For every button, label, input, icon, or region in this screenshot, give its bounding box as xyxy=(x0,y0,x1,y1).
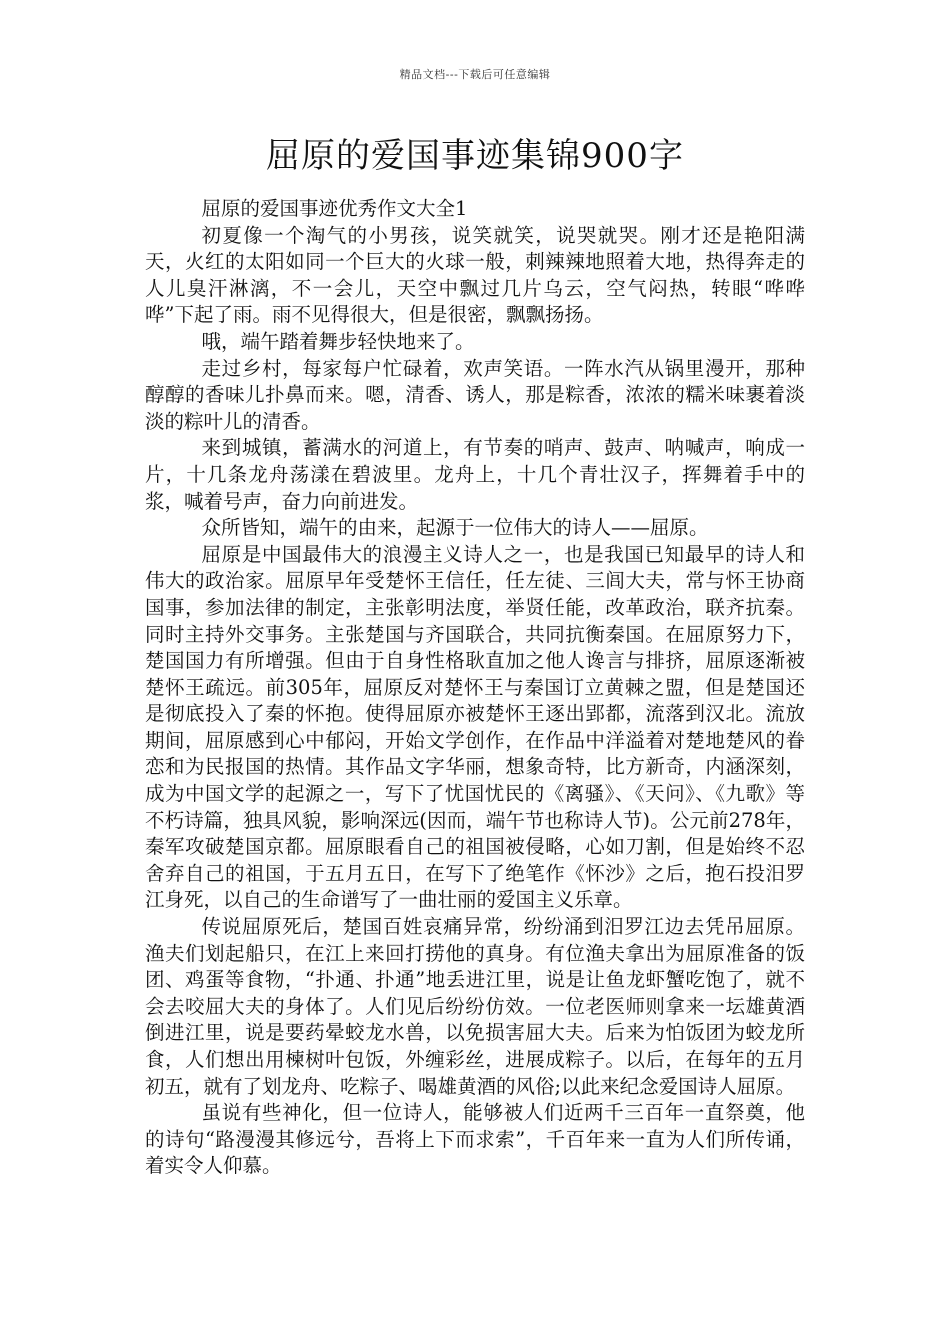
paragraph: 走过乡村，每家每户忙碌着，欢声笑语。一阵水汽从锅里漫开，那种醇醇的香味儿扑鼻而来。嗯，清香、诱人，那是粽香，浓浓的糯米味裹着淡淡的粽叶儿的清香。 xyxy=(145,356,805,433)
document-body xyxy=(145,196,805,1180)
document-title: 屈原的爱国事迹集锦900字 xyxy=(266,136,684,176)
paragraph: 来到城镇，蓄满水的河道上，有节奏的哨声、鼓声、呐喊声，响成一片，十几条龙舟荡漾在碧波里。龙舟上，十几个青壮汉子，挥舞着手中的浆，喊着号声，奋力向前进发。 xyxy=(145,436,805,513)
paragraph: 众所皆知，端午的由来，起源于一位伟大的诗人——屈原。 xyxy=(201,516,709,540)
paragraph: 屈原是中国最伟大的浪漫主义诗人之一，也是我国已知最早的诗人和伟大的政治家。屈原早年受楚怀王信任，任左徒、三闾大夫，常与怀王协商国事，参加法律的制定，主张彰明法度，举贤任能，改革政治，联齐抗秦。同时主持外交事务。主张楚国与齐国联合，共同抗衡秦国。在屈原努力下，楚国国力有所增强。但由于自身性格耿直加之他人谗言与排挤，屈原逐渐被楚怀王疏远。前305年，屈原反对楚怀王与秦国订立黄棘之盟，但是楚国还是彻底投入了秦的怀抱。使得屈原亦被楚怀王逐出郢都，流落到汉北。流放期间，屈原感到心中郁闷，开始文学创作，在作品中洋溢着对楚地楚风的眷恋和为民报国的热情。其作品文字华丽，想象奇特，比方新奇，内涵深刻，成为中国文学的起源之一，写下了忧国忧民的《离骚》、《天问》、《九歌》等不朽诗篇，独具风貌，影响深远(因而，端午节也称诗人节)。公元前278年，秦军攻破楚国京都。屈原眼看自己的祖国被侵略，心如刀割，但是始终不忍舍弃自己的祖国，于五月五日，在写下了绝笔作《怀沙》之后，抱石投汨罗江身死，以自己的生命谱写了一曲壮丽的爱国主义乐章。 xyxy=(145,542,805,912)
paragraph: 初夏像一个淘气的小男孩，说笑就笑，说哭就哭。刚才还是艳阳满天，火红的太阳如同一个巨大的火球一般，刺辣辣地照着大地，热得奔走的人儿臭汗淋漓，不一会儿，天空中飘过几片乌云，空气闷热，转眼“哗哗哗”下起了雨。雨不见得很大，但是很密，飘飘扬扬。 xyxy=(145,223,805,327)
paragraph: 哦，端午踏着舞步轻快地来了。 xyxy=(201,329,475,353)
subtitle-paragraph: 屈原的爱国事迹优秀作文大全1 xyxy=(201,197,468,220)
paragraph: 虽说有些神化，但一位诗人，能够被人们近两千三百年一直祭奠，他的诗句“路漫漫其修远兮，吾将上下而求索”，千百年来一直为人们所传诵，着实令人仰慕。 xyxy=(145,1101,805,1178)
header-note: 精品文档---下载后可任意编辑 xyxy=(399,68,551,81)
paragraph: 传说屈原死后，楚国百姓哀痛异常，纷纷涌到汨罗江边去凭吊屈原。渔夫们划起船只，在江上来回打捞他的真身。有位渔夫拿出为屈原准备的饭团、鸡蛋等食物，“扑通、扑通”地丢进江里，说是让鱼龙虾蟹吃饱了，就不会去咬屈大夫的身体了。人们见后纷纷仿效。一位老医师则拿来一坛雄黄酒倒进江里，说是要药晕蛟龙水兽，以免损害屈大夫。后来为怕饭团为蛟龙所食，人们想出用楝树叶包饭，外缠彩丝，进展成粽子。以后，在每年的五月初五，就有了划龙舟、吃粽子、喝雄黄酒的风俗;以此来纪念爱国诗人屈原。 xyxy=(145,915,805,1098)
